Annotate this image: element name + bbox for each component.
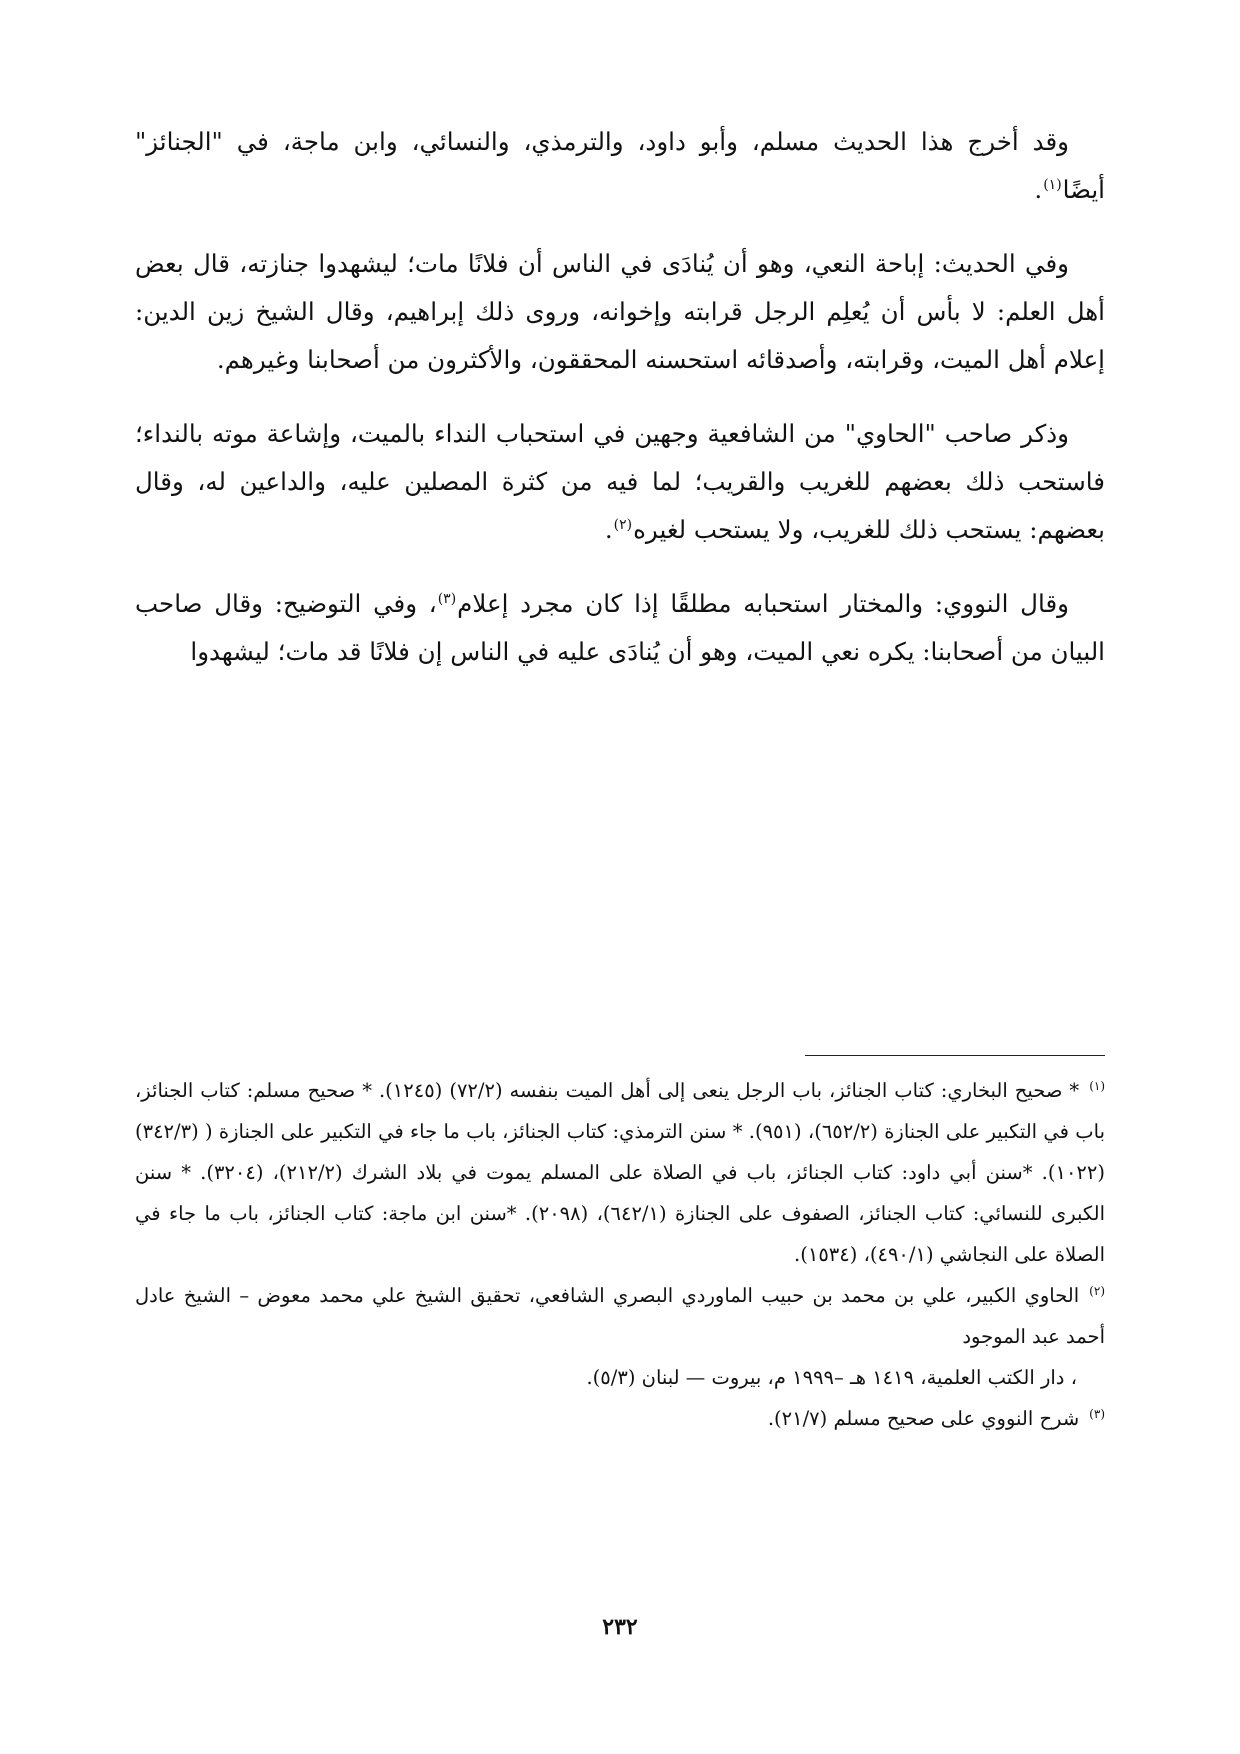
paragraph-1-text: وقد أخرج هذا الحديث مسلم، وأبو داود، والترمذي، والنسائي، وابن ماجة، في "الجنائز" أيضًا: [135, 127, 1105, 204]
page-number: ٢٣٢: [602, 1614, 638, 1640]
paragraph-3-tail: .: [604, 515, 613, 544]
footnote-2: [135, 1275, 1105, 1357]
paragraph-2-text: وفي الحديث: إباحة النعي، وهو أن يُنادَى في الناس أن فلانًا مات؛ ليشهدوا جنازته، قال بعض أهل العلم: لا بأس أن يُعلِم الرجل قرابته وإخوانه، وروى ذلك إبراهيم، وقال الشيخ زين الدين: إعلام أهل الميت، وقرابته، وأصدقائه استحسنه المحققون، والأكثرون من أصحابنا وغيرهم.: [135, 249, 1105, 374]
footnote-separator: [805, 1055, 1105, 1056]
paragraph-3-text: وذكر صاحب "الحاوي" من الشافعية وجهين في استحباب النداء بالميت، وإشاعة موته بالنداء؛ فاستحب ذلك بعضهم للغريب والقريب؛ لما فيه من كثرة المصلين عليه، والداعين له، وقال بعضهم: يستحب ذلك للغريب، ولا يستحب لغيره: [135, 419, 1105, 544]
footnotes: [135, 1070, 1105, 1439]
paragraph-2: [135, 240, 1105, 384]
footnote-1-text: * صحيح البخاري: كتاب الجنائز، باب الرجل ينعى إلى أهل الميت بنفسه (٧٢/٢) (١٢٤٥). * صحيح مسلم: كتاب الجنائز، باب في التكبير على الجنازة (٦٥٢/٢)، (٩٥١). * سنن الترمذي: كتاب الجنائز، باب ما جاء في التكبير على الجنازة ( (٣٤٢/٣) (١٠٢٢). *سنن أبي داود: كتاب الجنائز، باب في الصلاة على المسلم يموت في بلاد الشرك (٢١٢/٢)، (٣٢٠٤). * سنن الكبرى للنسائي: كتاب الجنائز، الصفوف على الجنازة (٦٤٢/١)، (٢٠٩٨). *سنن ابن ماجة: كتاب الجنائز، باب ما جاء في الصلاة على النجاشي (٤٩٠/١)، (١٥٣٤).: [135, 1079, 1105, 1266]
paragraph-4-text: وقال النووي: والمختار استحبابه مطلقًا إذا كان مجرد إعلام: [457, 589, 1069, 618]
footnote-2-continuation: ، دار الكتب العلمية، ١٤١٩ هـ –١٩٩٩ م، بيروت — لبنان (٥/٣).: [586, 1366, 1077, 1389]
footnote-1-number: (١): [1089, 1078, 1106, 1093]
paragraph-1-tail: .: [1034, 175, 1043, 204]
footnote-3-number: (٣): [1089, 1406, 1105, 1421]
paragraph-1: [135, 118, 1105, 214]
footnote-ref-1[interactable]: (١): [1043, 176, 1062, 193]
footnote-2-number: (٢): [1089, 1283, 1105, 1298]
footnote-3: [135, 1398, 1105, 1439]
footnote-1: [135, 1070, 1105, 1275]
paragraph-4-tail: ، وفي التوضيح: وقال صاحب البيان من أصحابنا: يكره نعي الميت، وهو أن يُنادَى عليه في الناس إن فلانًا قد مات؛ ليشهدوا: [135, 589, 1105, 666]
footnote-ref-2[interactable]: (٢): [613, 516, 633, 533]
footnote-2-text: الحاوي الكبير، علي بن محمد بن حبيب الماوردي البصري الشافعي، تحقيق الشيخ علي محمد معوض – الشيخ عادل أحمد عبد الموجود: [135, 1284, 1105, 1348]
footnote-ref-3[interactable]: (٣): [437, 590, 457, 607]
main-text: [135, 118, 1105, 702]
paragraph-3: [135, 410, 1105, 554]
paragraph-4: [135, 580, 1105, 676]
footnote-3-text: شرح النووي على صحيح مسلم (٢١/٧).: [767, 1407, 1080, 1430]
